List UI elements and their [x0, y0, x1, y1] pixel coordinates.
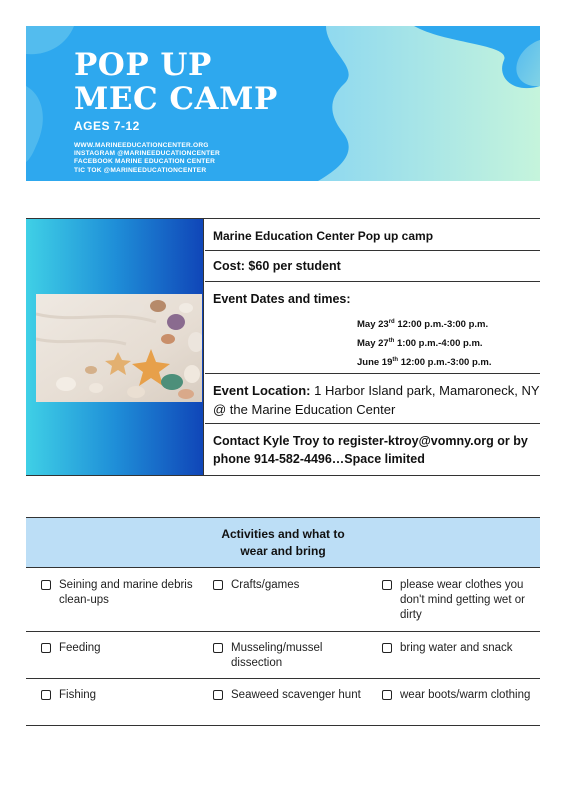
checkbox-icon[interactable] [382, 580, 392, 590]
cost: Cost: $60 per student [205, 251, 540, 282]
website-link[interactable]: WWW.MARINEEDUCATIONCENTER.ORG [74, 142, 209, 149]
activities-table [26, 517, 540, 726]
header-banner [26, 26, 540, 181]
age-range: AGES 7-12 [74, 119, 140, 133]
event-location [205, 374, 540, 424]
contact-info: Contact Kyle Troy to register-ktroy@vomny.org or by phone 914-582-4496…Space limited [213, 434, 528, 466]
title-line-1: POP UP [74, 47, 212, 83]
location-value: 1 Harbor Island park, Mamaroneck, NY @ the Marine Education Center [213, 383, 540, 417]
seashells-photo-icon [36, 294, 202, 402]
facebook-link[interactable]: FACEBOOK MARINE EDUCATION CENTER [74, 158, 216, 166]
camp-title [74, 48, 278, 116]
title-line-2: MEC CAMP [74, 81, 278, 117]
social-links [74, 142, 220, 175]
dates-list [357, 314, 492, 371]
tiktok-link[interactable]: TIC TOK @MARINEEDUCATIONCENTER [74, 166, 207, 174]
checkbox-icon[interactable] [213, 643, 223, 653]
location-label: Event Location: [213, 383, 311, 398]
checkbox-icon[interactable] [41, 580, 51, 590]
checkbox-icon[interactable] [382, 643, 392, 653]
gradient-panel [26, 219, 204, 475]
activities-row: Seining and marine debris clean-ups Crafts/games please wear clothes you don't mind getting wet or dirty [26, 569, 540, 632]
activities-heading: Activities and what to wear and bring [26, 518, 540, 568]
camp-name: Marine Education Center Pop up camp [205, 219, 540, 251]
event-info-table [26, 218, 540, 476]
checkbox-icon[interactable] [41, 643, 51, 653]
date-item: June 19th 12:00 p.m.-3:00 p.m. [357, 357, 492, 368]
checkbox-icon[interactable] [382, 690, 392, 700]
activities-row: Fishing Seaweed scavenger hunt wear boots/warm clothing [26, 679, 540, 725]
date-item: May 27th 1:00 p.m.-4:00 p.m. [357, 338, 483, 349]
checkbox-icon[interactable] [41, 690, 51, 700]
checkbox-icon[interactable] [213, 690, 223, 700]
date-item: May 23rd 12:00 p.m.-3:00 p.m. [357, 319, 489, 330]
instagram-link[interactable]: INSTAGRAM @MARINEEDUCATIONCENTER [74, 150, 220, 158]
checkbox-icon[interactable] [213, 580, 223, 590]
activities-row: Feeding Musseling/mussel dissection bring water and snack [26, 632, 540, 679]
event-dates [205, 282, 540, 374]
event-details [205, 219, 540, 475]
dates-heading: Event Dates and times: [213, 292, 351, 306]
